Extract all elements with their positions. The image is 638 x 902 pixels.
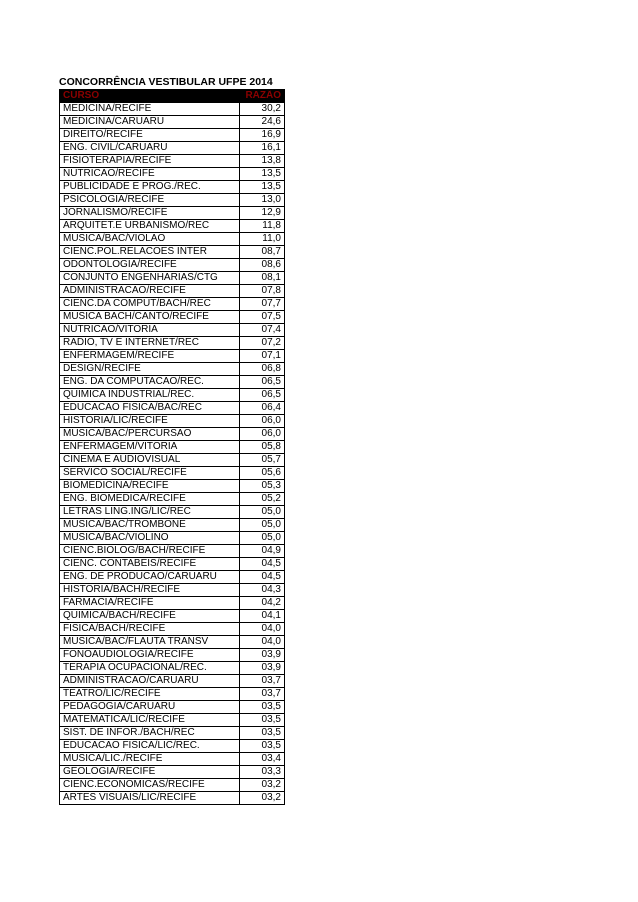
table-row — [60, 298, 285, 311]
cell-curso: PEDAGOGIA/CARUARU — [60, 701, 240, 714]
cell-razao: 05,3 — [240, 480, 285, 493]
table-row — [60, 103, 285, 116]
cell-razao: 16,1 — [240, 142, 285, 155]
table-row — [60, 714, 285, 727]
cell-curso: SERVICO SOCIAL/RECIFE — [60, 467, 240, 480]
cell-curso: QUIMICA INDUSTRIAL/REC. — [60, 389, 240, 402]
table-header-row — [60, 90, 285, 103]
cell-razao: 07,2 — [240, 337, 285, 350]
cell-curso: FISICA/BACH/RECIFE — [60, 623, 240, 636]
cell-razao: 16,9 — [240, 129, 285, 142]
cell-razao: 03,4 — [240, 753, 285, 766]
cell-razao: 03,2 — [240, 792, 285, 805]
table-row — [60, 597, 285, 610]
cell-curso: MUSICA/BAC/TROMBONE — [60, 519, 240, 532]
table-row — [60, 662, 285, 675]
cell-curso: NUTRICAO/VITORIA — [60, 324, 240, 337]
cell-razao: 05,0 — [240, 519, 285, 532]
table-row — [60, 675, 285, 688]
table-row — [60, 376, 285, 389]
table-row — [60, 233, 285, 246]
cell-curso: JORNALISMO/RECIFE — [60, 207, 240, 220]
cell-razao: 05,2 — [240, 493, 285, 506]
table-row — [60, 545, 285, 558]
cell-razao: 30,2 — [240, 103, 285, 116]
table-row — [60, 285, 285, 298]
cell-razao: 03,5 — [240, 740, 285, 753]
cell-curso: ENFERMAGEM/RECIFE — [60, 350, 240, 363]
cell-curso: FONOAUDIOLOGIA/RECIFE — [60, 649, 240, 662]
cell-razao: 12,9 — [240, 207, 285, 220]
cell-curso: ARQUITET.E URBANISMO/REC — [60, 220, 240, 233]
cell-curso: MUSICA/BAC/FLAUTA TRANSV — [60, 636, 240, 649]
cell-curso: BIOMEDICINA/RECIFE — [60, 480, 240, 493]
cell-razao: 07,5 — [240, 311, 285, 324]
document-title: CONCORRÊNCIA VESTIBULAR UFPE 2014 — [59, 76, 273, 88]
table-row — [60, 441, 285, 454]
table-row — [60, 129, 285, 142]
cell-razao: 03,2 — [240, 779, 285, 792]
cell-curso: ODONTOLOGIA/RECIFE — [60, 259, 240, 272]
cell-razao: 07,8 — [240, 285, 285, 298]
table-row — [60, 649, 285, 662]
cell-curso: ENG. DA COMPUTACAO/REC. — [60, 376, 240, 389]
table-row — [60, 701, 285, 714]
cell-razao: 05,8 — [240, 441, 285, 454]
table-row — [60, 688, 285, 701]
cell-razao: 05,7 — [240, 454, 285, 467]
cell-razao: 04,5 — [240, 571, 285, 584]
cell-curso: LETRAS LING.ING/LIC/REC — [60, 506, 240, 519]
table-row — [60, 779, 285, 792]
table-row — [60, 753, 285, 766]
table-row — [60, 428, 285, 441]
cell-curso: CIENC.POL.RELACOES INTER — [60, 246, 240, 259]
table-row — [60, 389, 285, 402]
cell-curso: DIREITO/RECIFE — [60, 129, 240, 142]
table-row — [60, 493, 285, 506]
cell-razao: 08,7 — [240, 246, 285, 259]
cell-razao: 08,6 — [240, 259, 285, 272]
cell-razao: 04,9 — [240, 545, 285, 558]
cell-razao: 03,7 — [240, 688, 285, 701]
cell-curso: CONJUNTO ENGENHARIAS/CTG — [60, 272, 240, 285]
table-row — [60, 142, 285, 155]
table-row — [60, 350, 285, 363]
cell-razao: 03,5 — [240, 714, 285, 727]
table-row — [60, 519, 285, 532]
table-body — [60, 103, 285, 805]
cell-razao: 04,3 — [240, 584, 285, 597]
cell-razao: 06,4 — [240, 402, 285, 415]
cell-curso: CINEMA E AUDIOVISUAL — [60, 454, 240, 467]
cell-razao: 05,6 — [240, 467, 285, 480]
cell-curso: ADMINISTRACAO/RECIFE — [60, 285, 240, 298]
cell-razao: 11,8 — [240, 220, 285, 233]
table-row — [60, 727, 285, 740]
table-row — [60, 558, 285, 571]
cell-razao: 13,8 — [240, 155, 285, 168]
cell-curso: MUSICA/LIC./RECIFE — [60, 753, 240, 766]
cell-curso: MATEMATICA/LIC/RECIFE — [60, 714, 240, 727]
cell-curso: MEDICINA/RECIFE — [60, 103, 240, 116]
cell-razao: 06,5 — [240, 389, 285, 402]
table-row — [60, 168, 285, 181]
cell-razao: 03,3 — [240, 766, 285, 779]
cell-curso: ENG. DE PRODUCAO/CARUARU — [60, 571, 240, 584]
table-row — [60, 467, 285, 480]
cell-razao: 03,5 — [240, 727, 285, 740]
cell-razao: 06,8 — [240, 363, 285, 376]
column-header-curso: CURSO — [60, 90, 240, 103]
cell-curso: CIENC. CONTABEIS/RECIFE — [60, 558, 240, 571]
cell-curso: HISTORIA/LIC/RECIFE — [60, 415, 240, 428]
cell-razao: 04,1 — [240, 610, 285, 623]
cell-razao: 13,0 — [240, 194, 285, 207]
cell-curso: CIENC.BIOLOG/BACH/RECIFE — [60, 545, 240, 558]
cell-razao: 06,5 — [240, 376, 285, 389]
cell-curso: HISTORIA/BACH/RECIFE — [60, 584, 240, 597]
cell-curso: MUSICA/BAC/VIOLINO — [60, 532, 240, 545]
table-row — [60, 792, 285, 805]
cell-curso: FARMACIA/RECIFE — [60, 597, 240, 610]
cell-razao: 07,1 — [240, 350, 285, 363]
cell-razao: 11,0 — [240, 233, 285, 246]
cell-razao: 04,0 — [240, 623, 285, 636]
cell-curso: MEDICINA/CARUARU — [60, 116, 240, 129]
table-row — [60, 415, 285, 428]
cell-curso: ADMINISTRACAO/CARUARU — [60, 675, 240, 688]
cell-razao: 13,5 — [240, 168, 285, 181]
cell-razao: 06,0 — [240, 415, 285, 428]
cell-curso: PUBLICIDADE E PROG./REC. — [60, 181, 240, 194]
cell-curso: ENFERMAGEM/VITORIA — [60, 441, 240, 454]
table-row — [60, 480, 285, 493]
document-sheet — [59, 76, 284, 805]
table-row — [60, 259, 285, 272]
ranking-table — [59, 89, 285, 805]
cell-razao: 07,7 — [240, 298, 285, 311]
cell-razao: 03,9 — [240, 662, 285, 675]
cell-curso: NUTRICAO/RECIFE — [60, 168, 240, 181]
cell-razao: 04,2 — [240, 597, 285, 610]
cell-curso: GEOLOGIA/RECIFE — [60, 766, 240, 779]
table-row — [60, 272, 285, 285]
table-row — [60, 207, 285, 220]
cell-curso: DESIGN/RECIFE — [60, 363, 240, 376]
cell-curso: FISIOTERAPIA/RECIFE — [60, 155, 240, 168]
cell-razao: 03,5 — [240, 701, 285, 714]
cell-razao: 04,0 — [240, 636, 285, 649]
cell-razao: 05,0 — [240, 506, 285, 519]
table-row — [60, 623, 285, 636]
table-row — [60, 454, 285, 467]
cell-curso: MUSICA/BAC/PERCURSAO — [60, 428, 240, 441]
table-row — [60, 246, 285, 259]
cell-curso: EDUCACAO FISICA/LIC/REC. — [60, 740, 240, 753]
cell-razao: 05,0 — [240, 532, 285, 545]
cell-razao: 13,5 — [240, 181, 285, 194]
table-row — [60, 324, 285, 337]
table-row — [60, 363, 285, 376]
cell-curso: PSICOLOGIA/RECIFE — [60, 194, 240, 207]
cell-razao: 03,9 — [240, 649, 285, 662]
table-row — [60, 571, 285, 584]
cell-curso: ENG. CIVIL/CARUARU — [60, 142, 240, 155]
cell-curso: QUIMICA/BACH/RECIFE — [60, 610, 240, 623]
table-row — [60, 220, 285, 233]
cell-razao: 03,7 — [240, 675, 285, 688]
table-row — [60, 311, 285, 324]
table-row — [60, 740, 285, 753]
cell-curso: EDUCACAO FISICA/BAC/REC — [60, 402, 240, 415]
cell-razao: 08,1 — [240, 272, 285, 285]
table-row — [60, 116, 285, 129]
table-row — [60, 636, 285, 649]
cell-curso: ARTES VISUAIS/LIC/RECIFE — [60, 792, 240, 805]
table-row — [60, 506, 285, 519]
table-row — [60, 155, 285, 168]
cell-curso: MUSICA/BAC/VIOLAO — [60, 233, 240, 246]
table-row — [60, 584, 285, 597]
table-row — [60, 610, 285, 623]
column-header-razao: RAZÃO — [240, 90, 285, 103]
cell-razao: 07,4 — [240, 324, 285, 337]
table-row — [60, 402, 285, 415]
table-row — [60, 181, 285, 194]
cell-curso: RADIO, TV E INTERNET/REC — [60, 337, 240, 350]
table-row — [60, 337, 285, 350]
cell-curso: SIST. DE INFOR./BACH/REC — [60, 727, 240, 740]
cell-razao: 06,0 — [240, 428, 285, 441]
cell-curso: CIENC.DA COMPUT/BACH/REC — [60, 298, 240, 311]
table-row — [60, 194, 285, 207]
table-row — [60, 532, 285, 545]
cell-curso: MUSICA BACH/CANTO/RECIFE — [60, 311, 240, 324]
cell-curso: CIENC.ECONOMICAS/RECIFE — [60, 779, 240, 792]
cell-curso: TEATRO/LIC/RECIFE — [60, 688, 240, 701]
cell-curso: ENG. BIOMEDICA/RECIFE — [60, 493, 240, 506]
table-row — [60, 766, 285, 779]
cell-curso: TERAPIA OCUPACIONAL/REC. — [60, 662, 240, 675]
cell-razao: 24,6 — [240, 116, 285, 129]
cell-razao: 04,5 — [240, 558, 285, 571]
